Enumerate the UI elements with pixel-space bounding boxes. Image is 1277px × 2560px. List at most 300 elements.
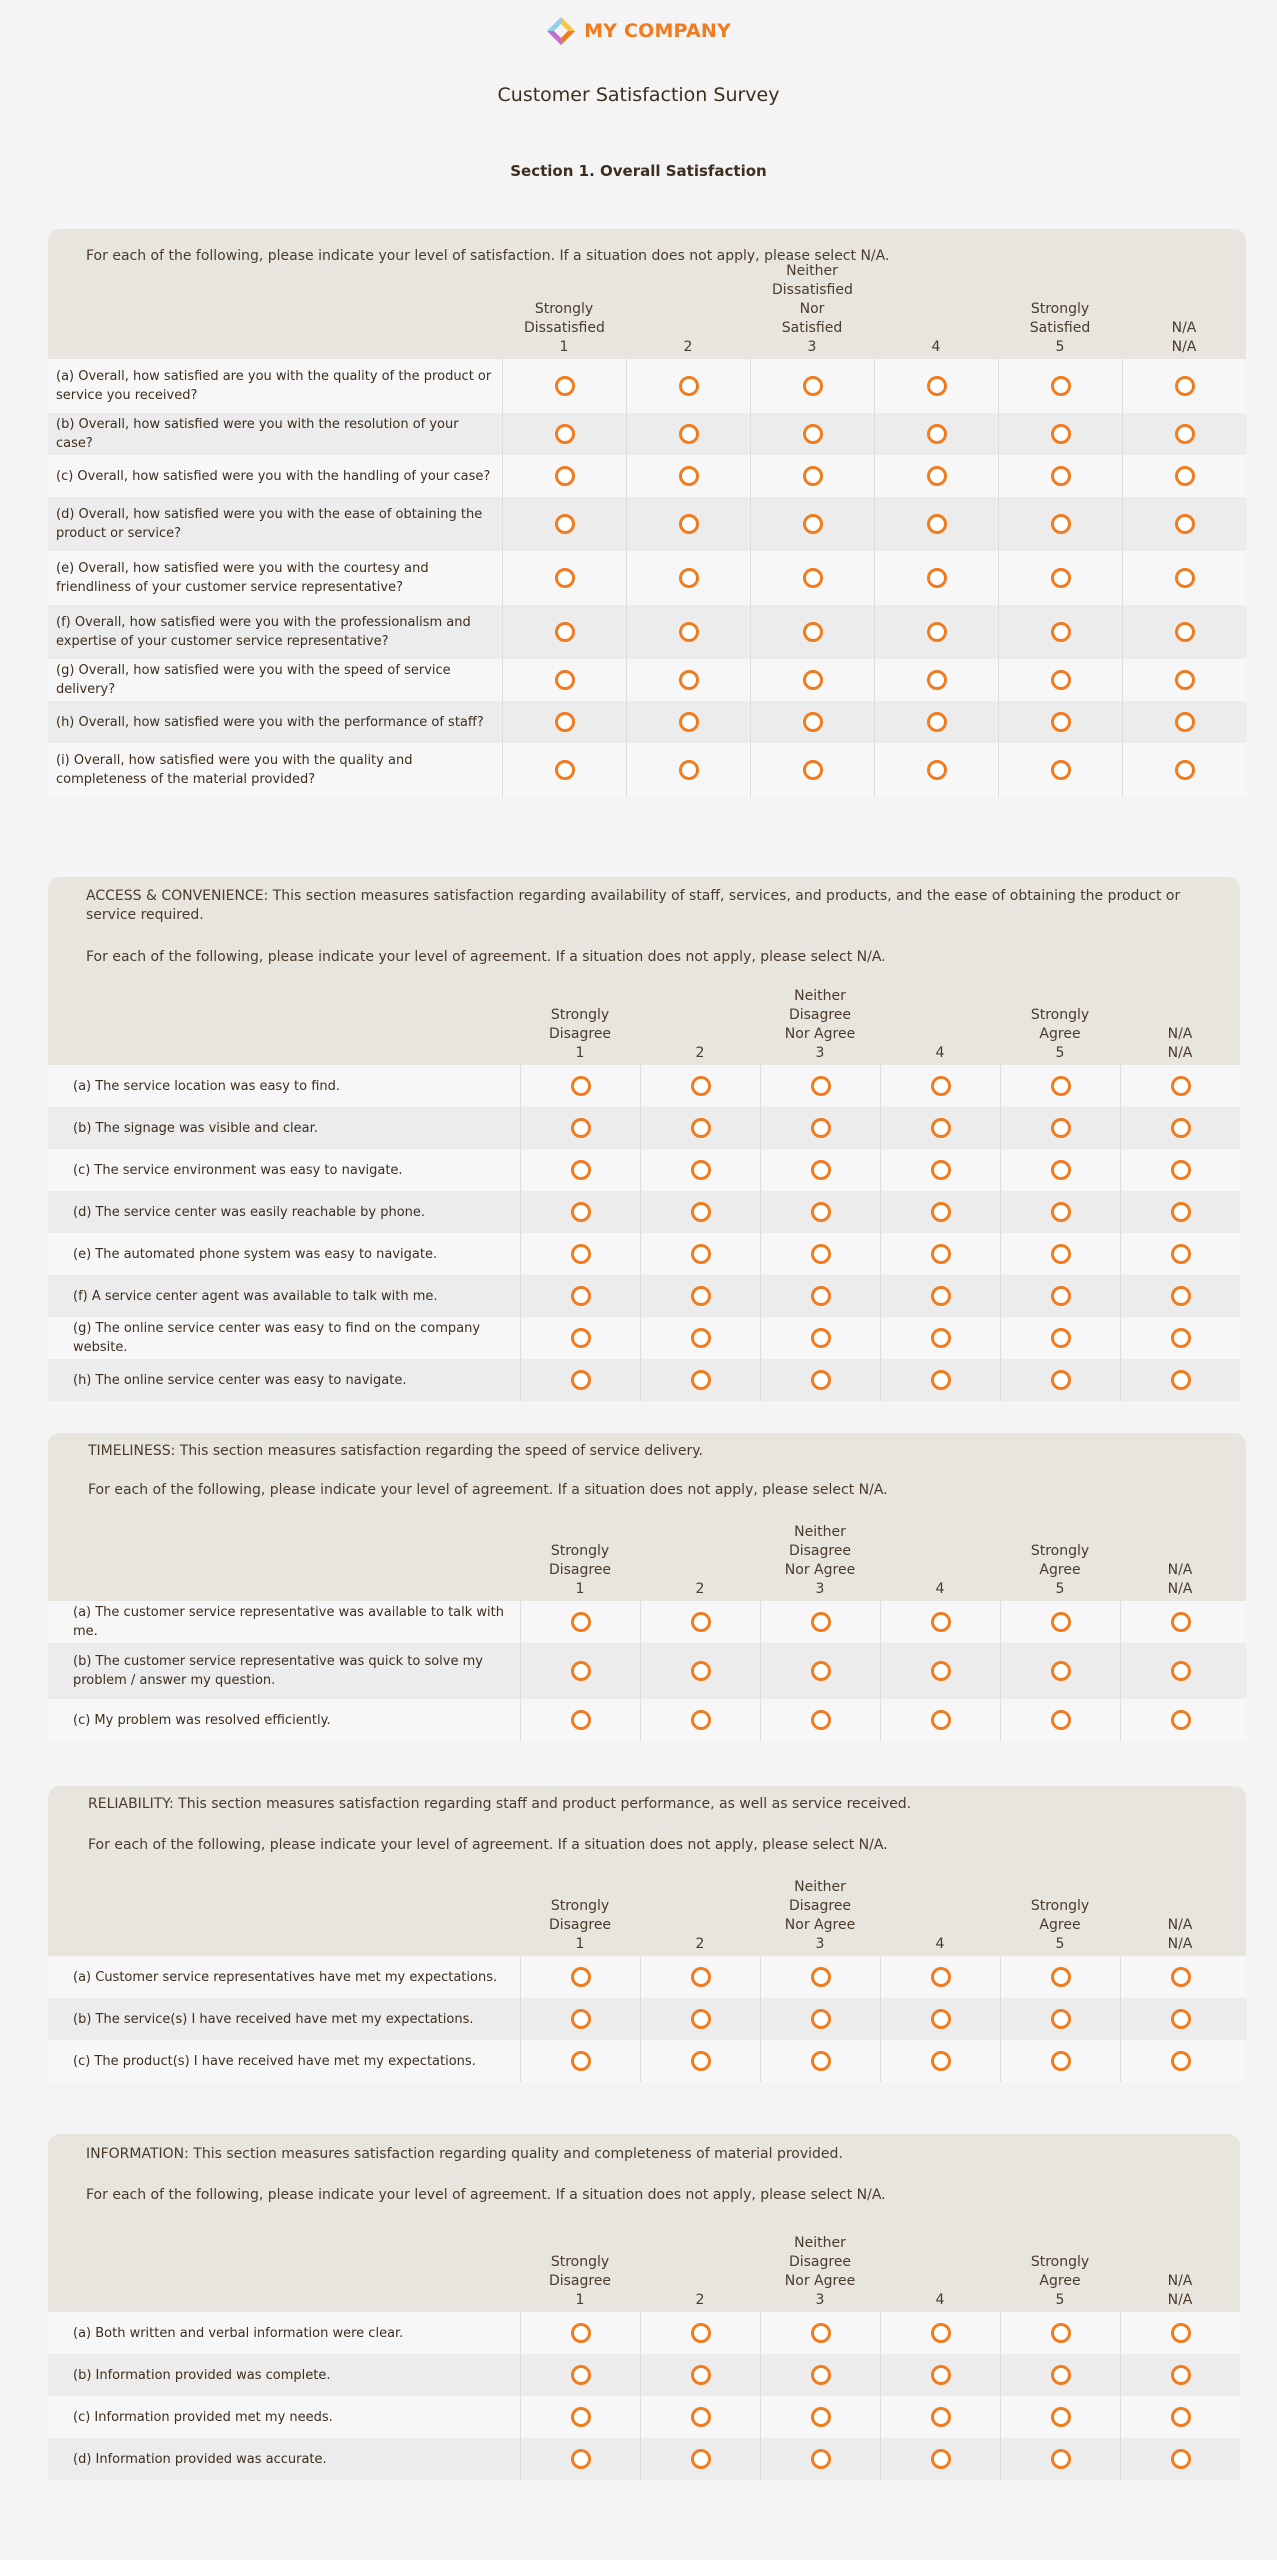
radio-option-3[interactable] — [811, 1328, 831, 1348]
answer-cell — [760, 1149, 880, 1191]
radio-option-5[interactable] — [1051, 568, 1071, 588]
company-name: MY COMPANY — [584, 20, 731, 42]
answer-cell — [640, 1317, 760, 1359]
radio-option-na[interactable] — [1171, 1612, 1191, 1632]
answer-cell — [760, 1233, 880, 1275]
radio-option-5[interactable] — [1051, 1244, 1071, 1264]
scale-label: Strongly Dissatisfied — [524, 301, 605, 336]
answer-cell — [1000, 1107, 1120, 1149]
radio-option-3[interactable] — [811, 2365, 831, 2385]
question-row — [48, 551, 1246, 605]
radio-option-5[interactable] — [1051, 1286, 1071, 1306]
radio-option-1[interactable] — [571, 1710, 591, 1730]
radio-option-na[interactable] — [1175, 424, 1195, 444]
scale-header-1 — [520, 2234, 640, 2312]
radio-option-3[interactable] — [803, 376, 823, 396]
answer-cell — [880, 2354, 1000, 2396]
question-row — [48, 701, 1246, 743]
radio-option-5[interactable] — [1051, 712, 1071, 732]
radio-option-3[interactable] — [811, 1118, 831, 1138]
radio-option-1[interactable] — [571, 1661, 591, 1681]
radio-option-5[interactable] — [1051, 1202, 1071, 1222]
scale-headers — [520, 1878, 1240, 1956]
answer-cell — [520, 2438, 640, 2480]
radio-option-3[interactable] — [803, 424, 823, 444]
radio-option-5[interactable] — [1051, 376, 1071, 396]
scale-value: 5 — [1055, 2292, 1065, 2308]
answer-cell — [1120, 1149, 1240, 1191]
radio-option-2[interactable] — [679, 376, 699, 396]
section-header — [48, 877, 1240, 1065]
radio-option-4[interactable] — [931, 1370, 951, 1390]
scale-value: 3 — [815, 1936, 825, 1952]
section-header — [48, 229, 1246, 359]
answer-cell — [640, 1359, 760, 1401]
survey-header — [0, 0, 1277, 200]
radio-option-2[interactable] — [691, 1202, 711, 1222]
answer-cell — [520, 1998, 640, 2040]
answer-cell — [880, 1699, 1000, 1741]
radio-option-na[interactable] — [1171, 1076, 1191, 1096]
radio-option-1[interactable] — [571, 2323, 591, 2343]
radio-option-4[interactable] — [931, 2323, 951, 2343]
radio-option-4[interactable] — [927, 466, 947, 486]
section-intro: For each of the following, please indicate your level of satisfaction. If a situation does not apply, please select N/A. — [86, 248, 890, 264]
question-label: (b) The customer service representative was quick to solve my problem / answer my question. — [73, 1654, 483, 1688]
answer-cell — [760, 2396, 880, 2438]
answer-cell — [750, 413, 874, 455]
answer-cell — [760, 1317, 880, 1359]
answer-cell — [880, 2396, 1000, 2438]
answer-cell — [502, 413, 626, 455]
radio-option-4[interactable] — [931, 2449, 951, 2469]
radio-option-1[interactable] — [571, 2407, 591, 2427]
radio-option-1[interactable] — [571, 1160, 591, 1180]
answer-cell — [640, 2354, 760, 2396]
question-row — [48, 455, 1246, 497]
radio-option-5[interactable] — [1051, 1967, 1071, 1987]
answer-cell — [520, 1275, 640, 1317]
scale-label: Strongly Agree — [1030, 1007, 1090, 1042]
answer-cell — [750, 659, 874, 701]
scale-label: Neither Disagree Nor Agree — [784, 988, 856, 1042]
radio-option-3[interactable] — [811, 1661, 831, 1681]
scale-value: N/A — [1167, 1581, 1193, 1597]
question-row — [48, 743, 1246, 797]
scale-label: N/A — [1167, 1917, 1193, 1933]
scale-header-3 — [760, 987, 880, 1065]
radio-option-na[interactable] — [1171, 2009, 1191, 2029]
radio-option-3[interactable] — [811, 1710, 831, 1730]
radio-option-4[interactable] — [931, 1710, 951, 1730]
radio-option-4[interactable] — [931, 1244, 951, 1264]
radio-option-2[interactable] — [691, 2009, 711, 2029]
radio-option-1[interactable] — [555, 670, 575, 690]
answer-cell — [1120, 1233, 1240, 1275]
radio-option-na[interactable] — [1171, 1328, 1191, 1348]
radio-option-4[interactable] — [931, 1328, 951, 1348]
radio-option-1[interactable] — [571, 2051, 591, 2071]
radio-option-na[interactable] — [1175, 712, 1195, 732]
radio-option-na[interactable] — [1175, 760, 1195, 780]
radio-option-5[interactable] — [1051, 1710, 1071, 1730]
radio-option-4[interactable] — [927, 622, 947, 642]
answer-cell — [1000, 2040, 1120, 2082]
radio-option-na[interactable] — [1175, 670, 1195, 690]
radio-option-5[interactable] — [1051, 760, 1071, 780]
scale-header-2 — [640, 987, 760, 1065]
radio-option-2[interactable] — [691, 2051, 711, 2071]
answer-cell — [626, 413, 750, 455]
answer-cell — [1122, 551, 1246, 605]
answer-cell — [502, 605, 626, 659]
radio-option-2[interactable] — [691, 1118, 711, 1138]
radio-option-4[interactable] — [931, 1967, 951, 1987]
radio-option-1[interactable] — [571, 1967, 591, 1987]
radio-option-3[interactable] — [811, 1967, 831, 1987]
scale-value: 1 — [575, 2292, 585, 2308]
radio-option-5[interactable] — [1051, 670, 1071, 690]
radio-option-2[interactable] — [679, 568, 699, 588]
answer-cell — [640, 1191, 760, 1233]
radio-option-2[interactable] — [691, 1661, 711, 1681]
radio-option-5[interactable] — [1051, 2365, 1071, 2385]
radio-option-na[interactable] — [1175, 466, 1195, 486]
question-label: (b) The service(s) I have received have met my expectations. — [73, 2011, 474, 2027]
scale-header-2 — [626, 262, 750, 359]
radio-option-4[interactable] — [931, 1160, 951, 1180]
radio-option-2[interactable] — [691, 2323, 711, 2343]
radio-option-4[interactable] — [927, 376, 947, 396]
scale-value: 2 — [695, 1936, 705, 1952]
radio-option-1[interactable] — [555, 424, 575, 444]
question-label: (a) The service location was easy to find. — [73, 1078, 341, 1094]
answer-cell — [760, 1699, 880, 1741]
scale-value: 2 — [695, 1045, 705, 1061]
radio-option-2[interactable] — [691, 2407, 711, 2427]
scale-value: 5 — [1055, 1581, 1065, 1597]
radio-option-5[interactable] — [1051, 1328, 1071, 1348]
question-label: (h) The online service center was easy to navigate. — [73, 1372, 407, 1388]
section-title: Section 1. Overall Satisfaction — [510, 162, 767, 180]
radio-option-3[interactable] — [811, 1286, 831, 1306]
radio-option-1[interactable] — [571, 2009, 591, 2029]
answer-cell — [998, 359, 1122, 413]
answer-cell — [1120, 1643, 1240, 1699]
section-intro: ACCESS & CONVENIENCE: This section measures satisfaction regarding availability of staff, services, and products, and the ease of obtaining the product or service required. — [86, 888, 1181, 923]
radio-option-3[interactable] — [803, 466, 823, 486]
radio-option-3[interactable] — [803, 568, 823, 588]
radio-option-4[interactable] — [931, 1661, 951, 1681]
radio-option-na[interactable] — [1171, 2407, 1191, 2427]
answer-cell — [640, 1956, 760, 1998]
answer-cell — [1000, 2396, 1120, 2438]
radio-option-4[interactable] — [931, 2365, 951, 2385]
radio-option-na[interactable] — [1171, 1370, 1191, 1390]
answer-cell — [626, 701, 750, 743]
radio-option-5[interactable] — [1051, 2009, 1071, 2029]
question-row — [48, 1643, 1246, 1699]
question-label: (a) Overall, how satisfied are you with the quality of the product or service you received? — [56, 369, 492, 403]
answer-cell — [880, 2438, 1000, 2480]
scale-label: N/A — [1167, 1562, 1193, 1578]
radio-option-3[interactable] — [803, 712, 823, 732]
radio-option-4[interactable] — [927, 712, 947, 732]
radio-option-na[interactable] — [1171, 1710, 1191, 1730]
radio-option-4[interactable] — [931, 1076, 951, 1096]
radio-option-3[interactable] — [811, 2449, 831, 2469]
answer-cell — [1120, 1275, 1240, 1317]
question-row — [48, 2438, 1240, 2480]
question-row — [48, 1191, 1240, 1233]
scale-header-4 — [880, 2234, 1000, 2312]
radio-option-3[interactable] — [811, 2407, 831, 2427]
radio-option-5[interactable] — [1051, 1661, 1071, 1681]
answer-cell — [760, 1275, 880, 1317]
radio-option-2[interactable] — [691, 1612, 711, 1632]
radio-option-2[interactable] — [679, 670, 699, 690]
radio-option-1[interactable] — [555, 622, 575, 642]
radio-option-3[interactable] — [811, 2009, 831, 2029]
radio-option-2[interactable] — [691, 1710, 711, 1730]
radio-option-3[interactable] — [811, 1370, 831, 1390]
answer-cell — [520, 2396, 640, 2438]
question-row — [48, 659, 1246, 701]
answer-cell — [880, 2040, 1000, 2082]
radio-option-2[interactable] — [679, 514, 699, 534]
answer-cell — [1122, 743, 1246, 797]
radio-option-1[interactable] — [555, 568, 575, 588]
scale-value: 1 — [575, 1045, 585, 1061]
answer-cell — [640, 1275, 760, 1317]
radio-option-na[interactable] — [1171, 1661, 1191, 1681]
radio-option-4[interactable] — [927, 568, 947, 588]
scale-value: 3 — [807, 339, 817, 355]
radio-option-na[interactable] — [1171, 2449, 1191, 2469]
scale-value: 1 — [575, 1936, 585, 1952]
radio-option-3[interactable] — [811, 1612, 831, 1632]
scale-header-4 — [880, 1523, 1000, 1601]
radio-option-5[interactable] — [1051, 424, 1071, 444]
radio-option-4[interactable] — [927, 424, 947, 444]
answer-cell — [640, 1643, 760, 1699]
answer-cell — [1000, 1601, 1120, 1643]
answer-cell — [1120, 1998, 1240, 2040]
radio-option-na[interactable] — [1175, 622, 1195, 642]
section-intro: For each of the following, please indicate your level of agreement. If a situation does not apply, please select N/A. — [86, 2187, 886, 2203]
radio-option-2[interactable] — [691, 1967, 711, 1987]
radio-option-1[interactable] — [571, 1076, 591, 1096]
question-row — [48, 1317, 1240, 1359]
answer-cell — [874, 413, 998, 455]
scale-label: Strongly Disagree — [548, 2254, 612, 2289]
answer-cell — [626, 455, 750, 497]
radio-option-1[interactable] — [571, 1286, 591, 1306]
answer-cell — [760, 1065, 880, 1107]
radio-option-1[interactable] — [571, 1202, 591, 1222]
radio-option-4[interactable] — [931, 2051, 951, 2071]
radio-option-5[interactable] — [1051, 1076, 1071, 1096]
radio-option-2[interactable] — [679, 622, 699, 642]
answer-cell — [1120, 2396, 1240, 2438]
answer-cell — [1000, 1275, 1120, 1317]
radio-option-2[interactable] — [691, 2449, 711, 2469]
radio-option-3[interactable] — [811, 1202, 831, 1222]
scale-value: N/A — [1167, 2292, 1193, 2308]
radio-option-2[interactable] — [691, 1328, 711, 1348]
answer-cell — [880, 1998, 1000, 2040]
radio-option-2[interactable] — [679, 712, 699, 732]
radio-option-2[interactable] — [679, 424, 699, 444]
radio-option-1[interactable] — [555, 760, 575, 780]
radio-option-1[interactable] — [571, 1118, 591, 1138]
answer-cell — [874, 701, 998, 743]
scale-header-4 — [874, 262, 998, 359]
answer-cell — [874, 605, 998, 659]
answer-cell — [880, 1065, 1000, 1107]
question-label: (c) The service environment was easy to navigate. — [73, 1162, 403, 1178]
question-label: (g) The online service center was easy to find on the company website. — [73, 1321, 481, 1355]
radio-option-4[interactable] — [931, 1612, 951, 1632]
radio-option-1[interactable] — [555, 376, 575, 396]
radio-option-4[interactable] — [931, 1286, 951, 1306]
radio-option-5[interactable] — [1051, 2051, 1071, 2071]
scale-label: Strongly Disagree — [548, 1007, 612, 1042]
radio-option-3[interactable] — [811, 1160, 831, 1180]
radio-option-2[interactable] — [691, 1076, 711, 1096]
question-row — [48, 1233, 1240, 1275]
radio-option-2[interactable] — [691, 1370, 711, 1390]
radio-option-3[interactable] — [803, 760, 823, 780]
page-title: Customer Satisfaction Survey — [497, 84, 780, 106]
radio-option-3[interactable] — [811, 1244, 831, 1264]
radio-option-2[interactable] — [691, 1286, 711, 1306]
radio-option-na[interactable] — [1171, 2323, 1191, 2343]
radio-option-3[interactable] — [811, 1076, 831, 1096]
answer-cell — [520, 1956, 640, 1998]
radio-option-3[interactable] — [811, 2323, 831, 2343]
radio-option-1[interactable] — [571, 1328, 591, 1348]
radio-option-4[interactable] — [927, 760, 947, 780]
answer-cell — [874, 551, 998, 605]
question-label: (e) The automated phone system was easy to navigate. — [73, 1246, 438, 1262]
radio-option-4[interactable] — [931, 1202, 951, 1222]
question-row — [48, 1699, 1246, 1741]
answer-cell — [502, 497, 626, 551]
radio-option-1[interactable] — [555, 514, 575, 534]
radio-option-na[interactable] — [1171, 2365, 1191, 2385]
radio-option-5[interactable] — [1051, 1118, 1071, 1138]
radio-option-5[interactable] — [1051, 514, 1071, 534]
section-card-timeliness — [48, 1433, 1246, 1741]
radio-option-4[interactable] — [927, 670, 947, 690]
radio-option-5[interactable] — [1051, 2407, 1071, 2427]
radio-option-3[interactable] — [811, 2051, 831, 2071]
answer-cell — [640, 1699, 760, 1741]
scale-header-3 — [760, 1878, 880, 1956]
scale-value: 4 — [935, 1936, 945, 1952]
radio-option-3[interactable] — [803, 670, 823, 690]
radio-option-1[interactable] — [571, 1244, 591, 1264]
radio-option-1[interactable] — [555, 712, 575, 732]
scale-header-4 — [880, 987, 1000, 1065]
radio-option-1[interactable] — [571, 1370, 591, 1390]
radio-option-2[interactable] — [691, 1244, 711, 1264]
radio-option-4[interactable] — [931, 2009, 951, 2029]
radio-option-5[interactable] — [1051, 1612, 1071, 1632]
answer-cell — [998, 551, 1122, 605]
answer-cell — [640, 1998, 760, 2040]
radio-option-1[interactable] — [555, 466, 575, 486]
scale-headers — [520, 987, 1240, 1065]
answer-cell — [880, 1149, 1000, 1191]
radio-option-3[interactable] — [803, 622, 823, 642]
radio-option-na[interactable] — [1175, 568, 1195, 588]
answer-cell — [502, 551, 626, 605]
radio-option-na[interactable] — [1171, 1160, 1191, 1180]
radio-option-4[interactable] — [931, 2407, 951, 2427]
section-header — [48, 1433, 1246, 1601]
radio-option-2[interactable] — [679, 466, 699, 486]
radio-option-na[interactable] — [1171, 1244, 1191, 1264]
radio-option-na[interactable] — [1171, 1967, 1191, 1987]
section-card-information — [48, 2134, 1240, 2480]
answer-cell — [1000, 2312, 1120, 2354]
question-row — [48, 2354, 1240, 2396]
radio-option-4[interactable] — [931, 1118, 951, 1138]
section-intro: TIMELINESS: This section measures satisfaction regarding the speed of service delivery. — [88, 1443, 703, 1459]
answer-cell — [626, 497, 750, 551]
radio-option-na[interactable] — [1175, 376, 1195, 396]
answer-cell — [626, 551, 750, 605]
answer-cell — [1120, 2312, 1240, 2354]
radio-option-na[interactable] — [1175, 514, 1195, 534]
scale-label: Strongly Agree — [1030, 1898, 1090, 1933]
answer-cell — [520, 1233, 640, 1275]
scale-value: 3 — [815, 2292, 825, 2308]
radio-option-na[interactable] — [1171, 1118, 1191, 1138]
scale-value: N/A — [1167, 1936, 1193, 1952]
answer-cell — [1000, 1359, 1120, 1401]
radio-option-1[interactable] — [571, 2449, 591, 2469]
radio-option-na[interactable] — [1171, 1202, 1191, 1222]
radio-option-5[interactable] — [1051, 1160, 1071, 1180]
answer-cell — [520, 1317, 640, 1359]
radio-option-5[interactable] — [1051, 466, 1071, 486]
scale-header-1 — [520, 1878, 640, 1956]
radio-option-2[interactable] — [691, 1160, 711, 1180]
radio-option-2[interactable] — [679, 760, 699, 780]
radio-option-5[interactable] — [1051, 2323, 1071, 2343]
question-row — [48, 605, 1246, 659]
answer-cell — [760, 1643, 880, 1699]
radio-option-na[interactable] — [1171, 2051, 1191, 2071]
radio-option-5[interactable] — [1051, 1370, 1071, 1390]
radio-option-2[interactable] — [691, 2365, 711, 2385]
radio-option-4[interactable] — [927, 514, 947, 534]
answer-cell — [640, 1065, 760, 1107]
answer-cell — [880, 1191, 1000, 1233]
radio-option-3[interactable] — [803, 514, 823, 534]
radio-option-5[interactable] — [1051, 2449, 1071, 2469]
radio-option-na[interactable] — [1171, 1286, 1191, 1306]
scale-label: Neither Disagree Nor Agree — [784, 1524, 856, 1578]
radio-option-1[interactable] — [571, 1612, 591, 1632]
answer-cell — [1120, 1107, 1240, 1149]
scale-header-2 — [640, 2234, 760, 2312]
radio-option-5[interactable] — [1051, 622, 1071, 642]
radio-option-1[interactable] — [571, 2365, 591, 2385]
